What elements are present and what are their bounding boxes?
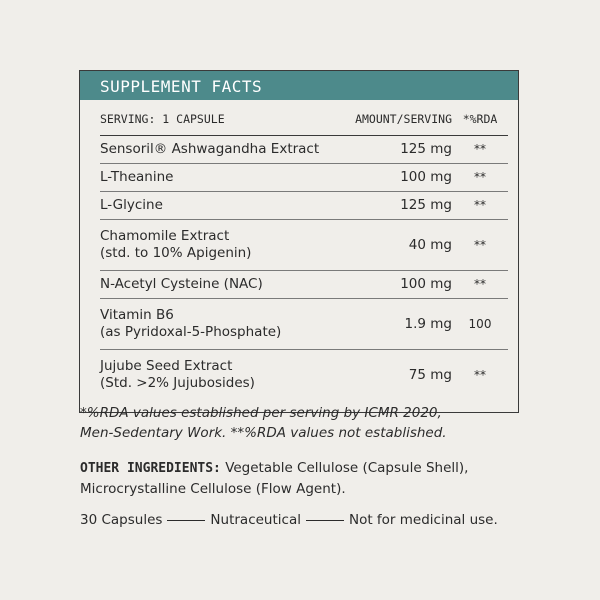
nutrient-rda: ** [474,170,486,184]
divider-line [306,520,344,521]
serving-size-header: SERVING: 1 CAPSULE [100,111,225,126]
nutrient-name: L-Glycine [100,197,163,213]
nutrient-row [100,350,508,400]
nutrient-row [100,299,508,350]
nutrient-row [100,220,508,271]
nutrient-name-block [100,228,332,262]
nutrient-standardization: (as Pyridoxal-5-Phosphate) [100,324,282,340]
panel-title: SUPPLEMENT FACTS [80,71,518,100]
ingredients-line: Microcrystalline Cellulose (Flow Agent). [80,481,346,497]
capsule-count: 30 Capsules [80,512,163,528]
nutrient-amount: 75 mg [408,366,452,383]
nutrient-standardization: (Std. >2% Jujubosides) [100,375,255,391]
divider-line [167,520,205,521]
nutrient-row [100,192,508,220]
nutrient-amount: 125 mg [400,141,452,157]
nutrient-amount: 1.9 mg [404,315,452,332]
nutrient-rda: ** [474,367,486,382]
nutrient-row [100,164,508,192]
product-type: Nutraceutical [210,512,301,528]
nutrient-name-block [100,307,332,341]
nutrient-name: Vitamin B6 [100,307,174,323]
ingredients-line: Vegetable Cellulose (Capsule Shell), [225,460,469,476]
nutrient-name: L-Theanine [100,169,174,185]
other-ingredients-label: OTHER INGREDIENTS: [80,461,221,476]
rda-footnote [80,403,520,443]
rda-header: *%RDA [462,111,498,126]
nutrient-row [100,271,508,299]
supplement-facts-panel [79,70,519,413]
nutrient-rda: ** [474,277,486,291]
usage-note: Not for medicinal use. [348,512,498,528]
nutrient-rda: 100 [468,316,492,331]
nutrient-row [100,136,508,164]
nutrient-amount: 125 mg [400,197,452,213]
nutrient-name: Jujube Seed Extract [100,358,233,374]
nutrient-amount: 100 mg [400,169,452,185]
nutrient-rda: ** [474,198,486,212]
other-ingredients [80,458,530,499]
footnote-line: Men-Sedentary Work. **%RDA values not established. [80,425,447,441]
nutrient-name: Sensoril® Ashwagandha Extract [100,141,320,157]
nutrient-amount: 40 mg [408,236,452,253]
nutrient-rda: ** [474,237,486,252]
nutrient-standardization: (std. to 10% Apigenin) [100,245,252,261]
nutrient-rda: ** [474,142,486,156]
footnote-line: *%RDA values established per serving by ICMR 2020, [80,405,442,421]
product-footer [80,512,498,528]
nutrient-name: N-Acetyl Cysteine (NAC) [100,276,263,292]
nutrient-name-block [100,358,332,392]
amount-header: AMOUNT/SERVING [355,111,452,126]
nutrient-amount: 100 mg [400,276,452,292]
nutrient-name: Chamomile Extract [100,228,230,244]
column-header-row [100,100,508,136]
